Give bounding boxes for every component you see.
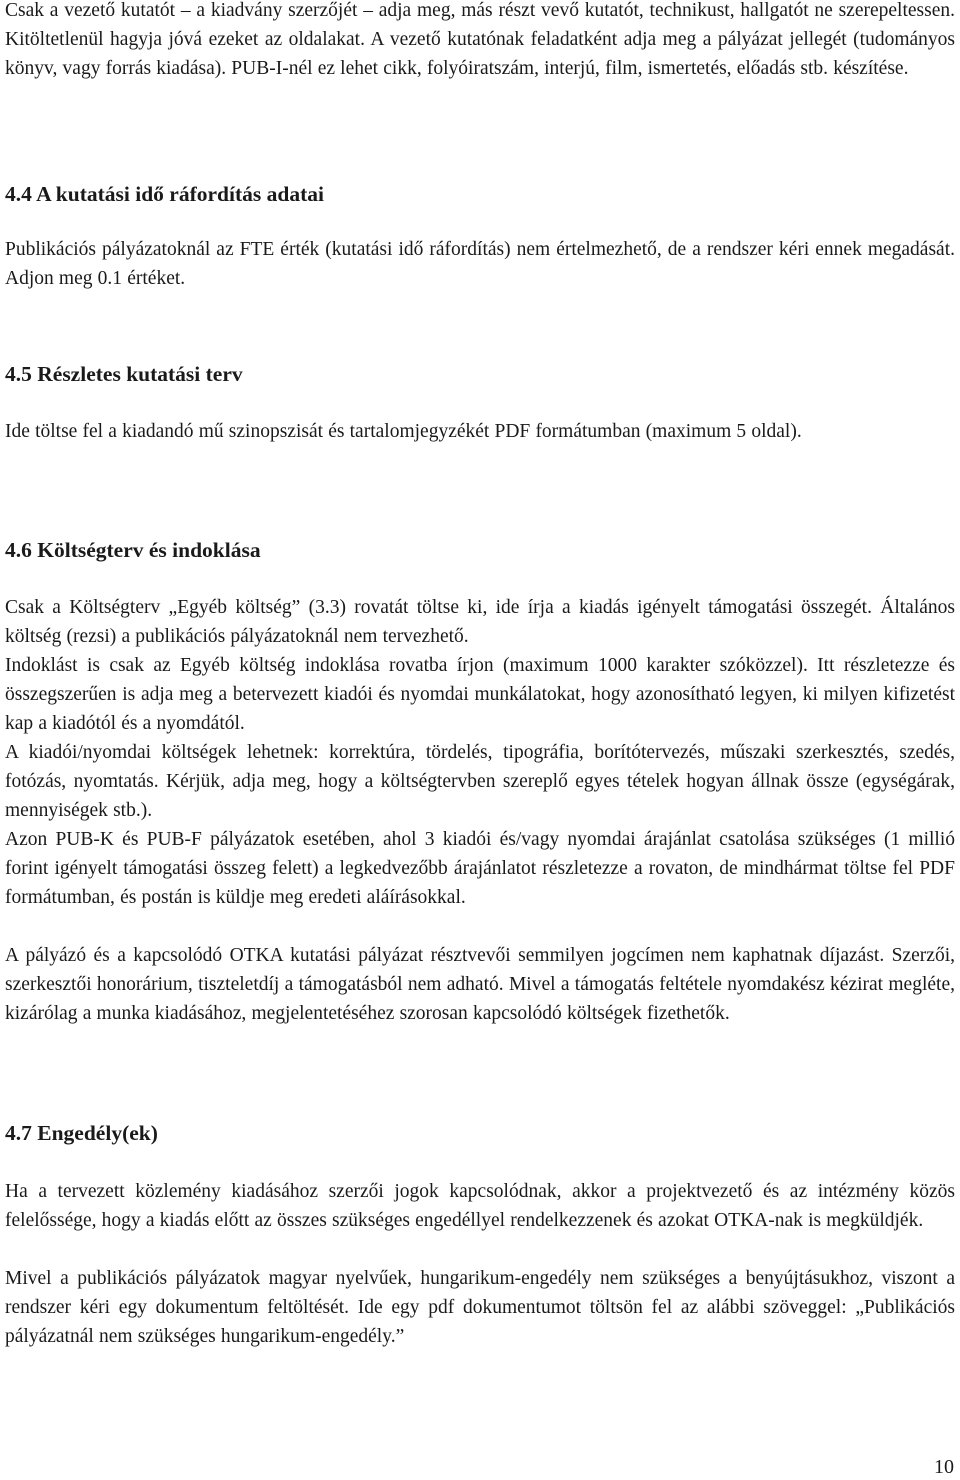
page-number: 10 <box>934 1456 954 1478</box>
section-4-4-heading: 4.4 A kutatási idő ráfordítás adatai <box>5 182 324 206</box>
section-4-6-paragraph-2: Indoklást is csak az Egyéb költség indoklása rovatba írjon (maximum 1000 karakter szóközzel). Itt részletezze és összegszerűen is adja meg a betervezett kiadói és nyomdai munkálatokat, hogy azonosítható legyen, ki milyen kifizetést kap a kiadótól és a nyomdától. <box>5 655 955 734</box>
section-4-6-paragraph-5: A pályázó és a kapcsolódó OTKA kutatási pályázat résztvevői semmilyen jogcímen nem kaphatnak díjazást. Szerzői, szerkesztői honorárium, tiszteletdíj a támogatásból nem adható. Mivel a támogatás feltétele nyomdakész kézirat megléte, kizárólag a munka kiadásához, megjelentetéséhez szorosan kapcsolódó költségek fizethetők. <box>5 945 955 1024</box>
section-4-6-paragraph-1: Csak a Költségterv „Egyéb költség” (3.3) rovatát töltse ki, ide írja a kiadás igényelt támogatási összegét. Általános költség (rezsi) a publikációs pályázatoknál nem tervezhető. <box>5 597 955 647</box>
section-4-6-paragraph-4: Azon PUB-K és PUB-F pályázatok esetében, ahol 3 kiadói és/vagy nyomdai árajánlat csatolása szükséges (1 millió forint igényelt támogatási összeg felett) a legkedvezőbb árajánlatot részletezze a rovaton, de mindhármat töltse fel PDF formátumban, és postán is küldje meg eredeti aláírásokkal. <box>5 829 955 908</box>
section-4-6-heading: 4.6 Költségterv és indoklása <box>5 538 261 562</box>
section-4-7-heading: 4.7 Engedély(ek) <box>5 1121 158 1145</box>
section-4-4-paragraph: Publikációs pályázatoknál az FTE érték (kutatási idő ráfordítás) nem értelmezhető, de a rendszer kéri ennek megadását. Adjon meg 0.1 értéket. <box>5 239 955 289</box>
section-4-5-paragraph: Ide töltse fel a kiadandó mű szinopszisát és tartalomjegyzékét PDF formátumban (maximum 5 oldal). <box>5 421 802 442</box>
intro-paragraph: Csak a vezető kutatót – a kiadvány szerzőjét – adja meg, más részt vevő kutatót, technikust, hallgatót ne szerepeltessen. Kitöltetlenül hagyja jóvá ezeket az oldalakat. A vezető kutatónak feladatként adja meg a pályázat jellegét (tudományos könyv, vagy forrás kiadása). PUB-I-nél ez lehet cikk, folyóiratszám, interjú, film, ismertetés, előadás stb. készítése. <box>5 0 955 79</box>
section-4-7-paragraph-2: Mivel a publikációs pályázatok magyar nyelvűek, hungarikum-engedély nem szükséges a benyújtásukhoz, viszont a rendszer kéri egy dokumentum feltöltését. Ide egy pdf dokumentumot töltsön fel az alábbi szöveggel: „Publikációs pályázatnál nem szükséges hungarikum-engedély.” <box>5 1268 955 1347</box>
section-4-7-paragraph-1: Ha a tervezett közlemény kiadásához szerzői jogok kapcsolódnak, akkor a projektvezető és az intézmény közös felelőssége, hogy a kiadás előtt az összes szükséges engedéllyel rendelkezzenek és azokat OTKA-nak is megküldjék. <box>5 1181 955 1231</box>
section-4-6-paragraph-3: A kiadói/nyomdai költségek lehetnek: korrektúra, tördelés, tipográfia, borítótervezés, műszaki szerkesztés, szedés, fotózás, nyomtatás. Kérjük, adja meg, hogy a költségtervben szereplő egyes tételek hogyan állnak össze (egységárak, mennyiségek stb.). <box>5 742 955 821</box>
section-4-5-heading: 4.5 Részletes kutatási terv <box>5 362 243 386</box>
